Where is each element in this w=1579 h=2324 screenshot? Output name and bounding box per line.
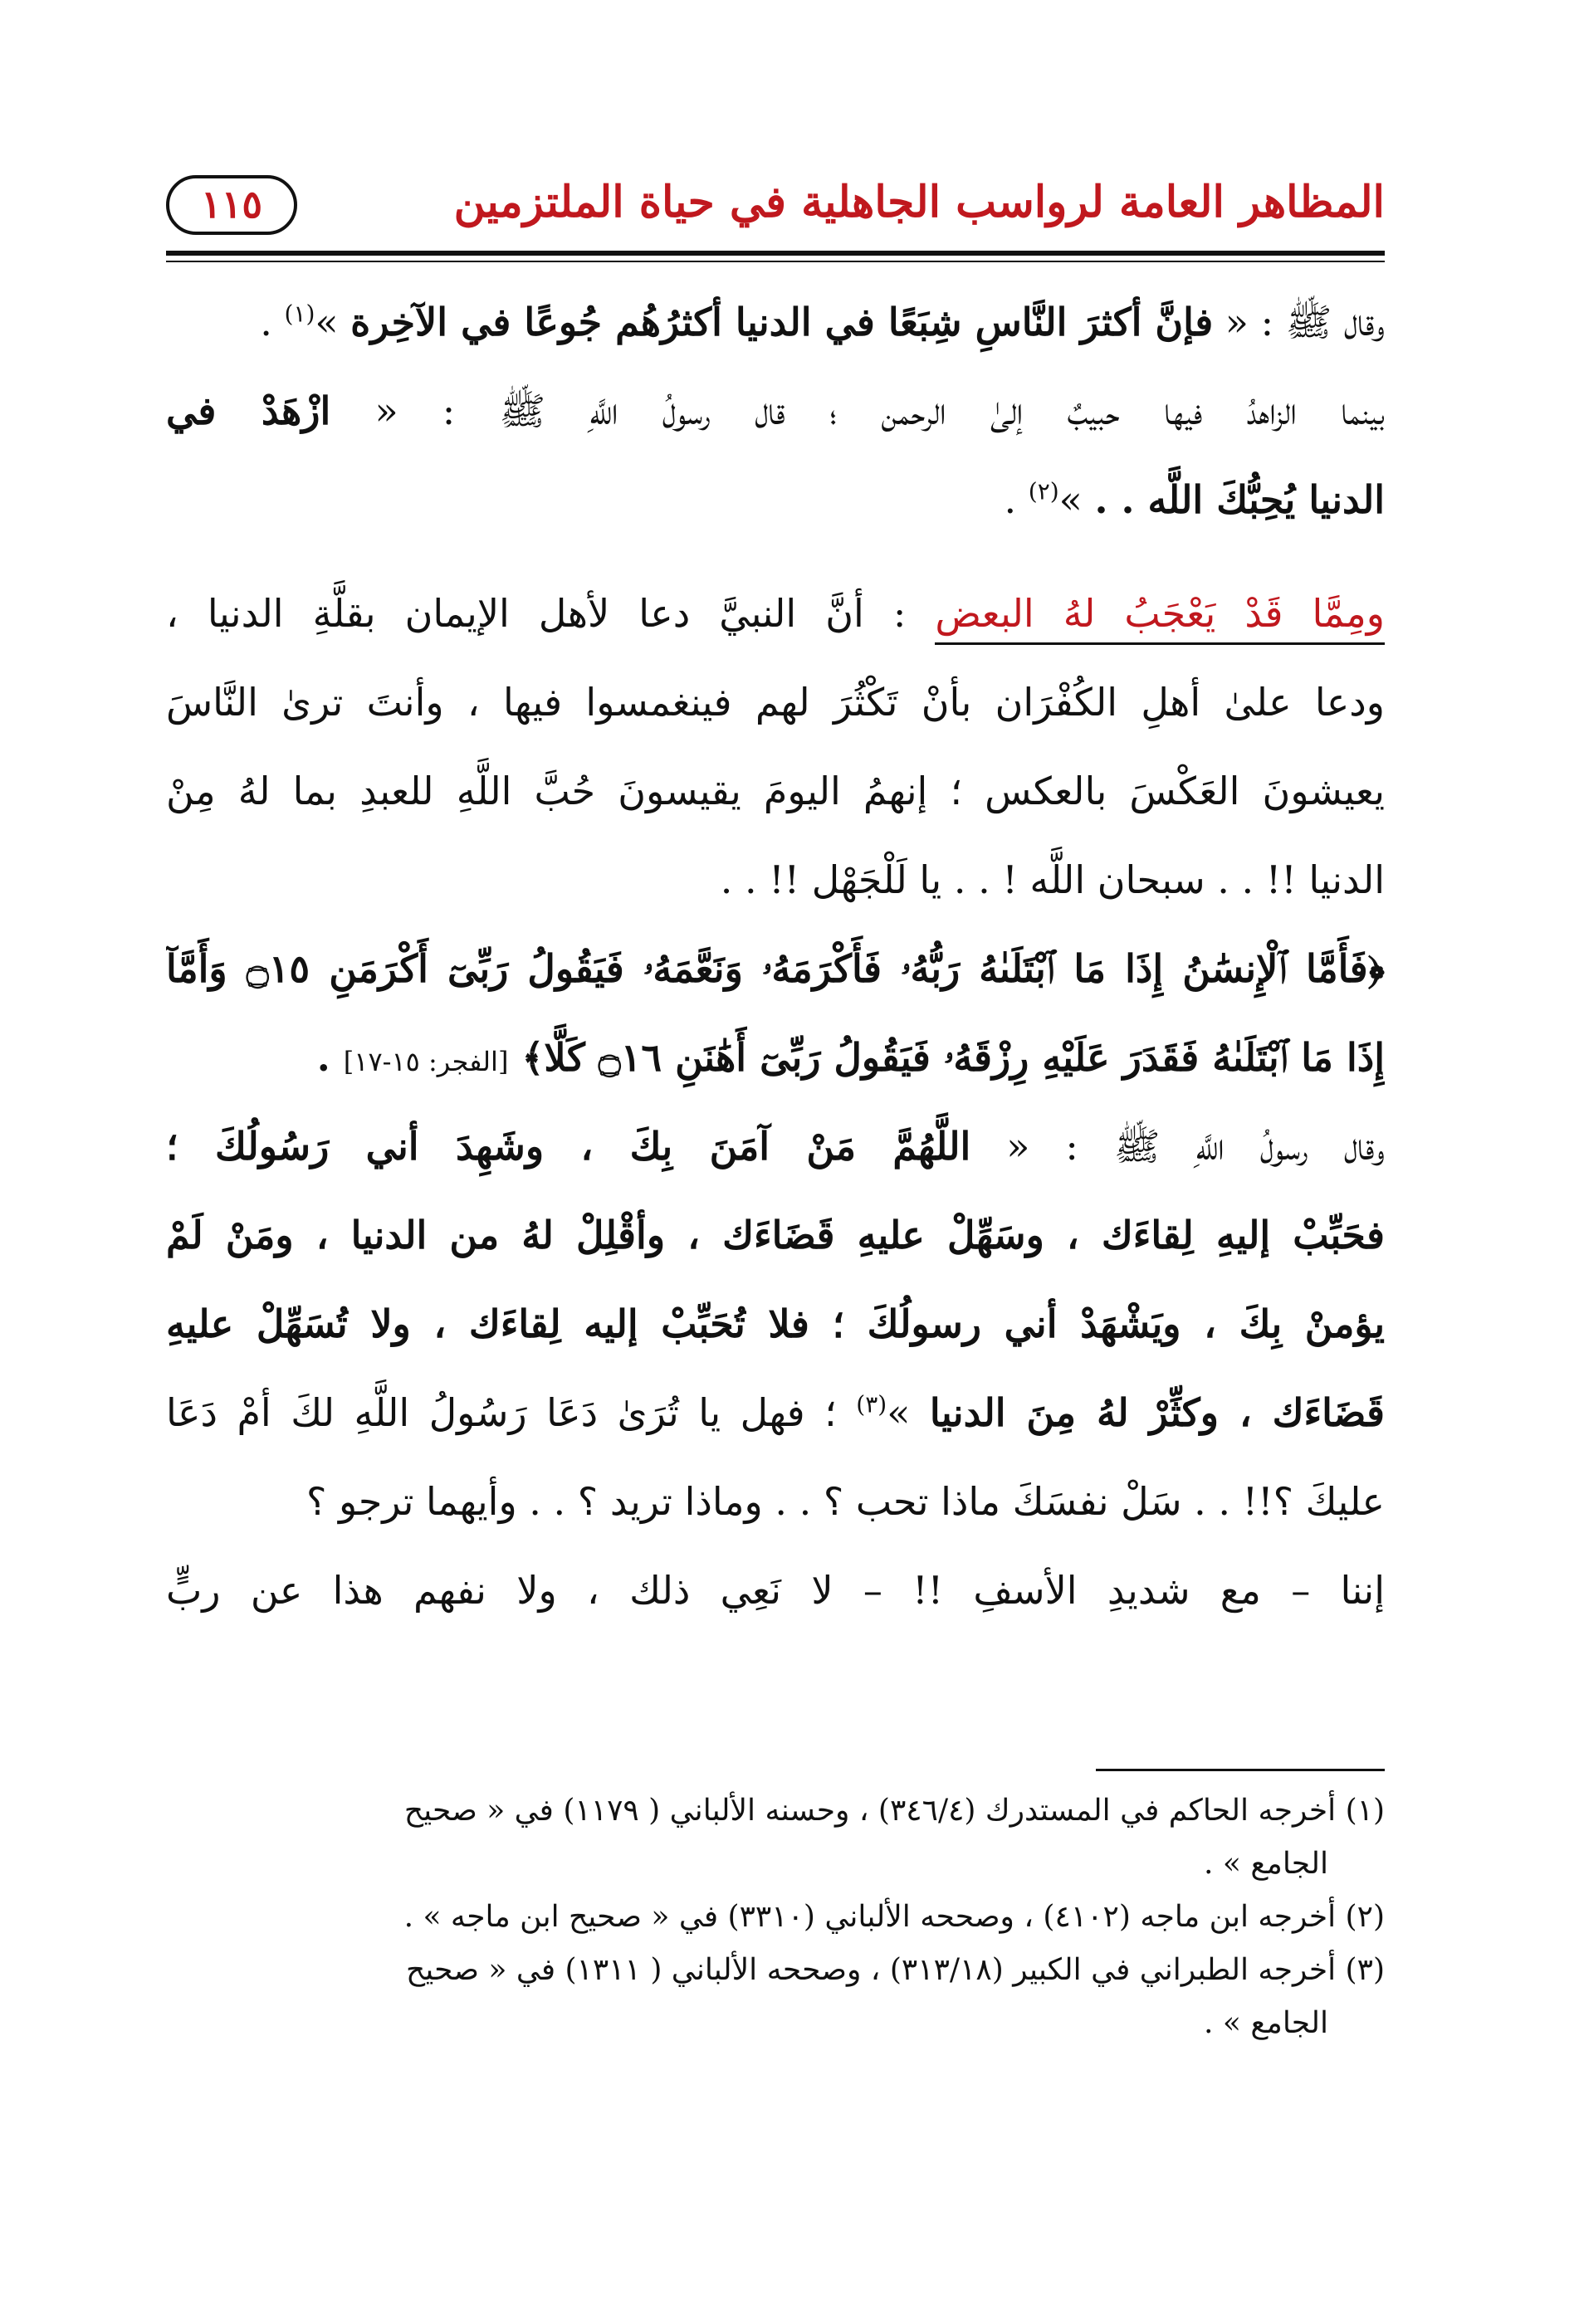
paragraph-gap bbox=[166, 544, 1385, 569]
quran-text: إِذَا مَا ٱبْتَلَىٰهُ فَقَدَرَ عَلَيْهِ رِزْقَهُۥ فَيَقُولُ رَبِّىٓ أَهَٰنَنِ ۝١٦ كَلَّا﴾ bbox=[521, 1035, 1385, 1080]
footnote-marker: (٣) bbox=[856, 1390, 887, 1418]
text-run: بينما الزاهدُ فيها حبيبٌ إلىٰ الرحمن ؛ قال رسولُ اللَّهِ ﷺ : « bbox=[330, 388, 1385, 433]
footnote-3-line-1: (٣) أخرجه الطبراني في الكبير (٣١٣/١٨) ، وصححه الألباني ( ١٣١١) في « صحيح bbox=[406, 1953, 1385, 1987]
text-run: » bbox=[1058, 477, 1095, 522]
paragraph-hadith-1 bbox=[166, 278, 1385, 367]
footnote-separator bbox=[1096, 1769, 1385, 1771]
paragraph-3-line-3: يعيشونَ العَكْسَ بالعكس ؛ إنهمُ اليومَ يقيسونَ حُبَّ اللَّهِ للعبدِ بما لهُ مِنْ bbox=[166, 769, 1385, 813]
header-rule-thin bbox=[166, 261, 1385, 262]
footnote-3-line-2: الجامع » . bbox=[1204, 2006, 1328, 2040]
paragraph-4-line-4 bbox=[166, 1369, 1385, 1457]
footnote-2: (٢) أخرجه ابن ماجه (٤١٠٢) ، وصححه الألباني (٣٣١٠) في « صحيح ابن ماجه » . bbox=[403, 1900, 1385, 1934]
paragraph-4-line-5: عليكَ ؟!! . . سَلْ نفسَكَ ماذا تحب ؟ . . وماذا تريد ؟ . . وأيهما ترجو ؟ bbox=[306, 1479, 1385, 1524]
page-header bbox=[166, 170, 1385, 245]
quran-verse-line-2 bbox=[166, 1013, 1385, 1102]
main-text bbox=[166, 278, 1385, 1635]
header-rule-thick bbox=[166, 251, 1385, 256]
page-number: ١١٥ bbox=[166, 175, 297, 235]
text-run: ؛ فهل يا تُرَىٰ دَعَا رَسُولُ اللَّهِ لكَ أمْ دَعَا bbox=[166, 1390, 857, 1435]
footnote-marker: (٢) bbox=[1028, 477, 1059, 505]
text-run: . bbox=[316, 1035, 344, 1080]
footnote-1-line-1: (١) أخرجه الحاكم في المستدرك (٣٤٦/٤) ، وحسنه الألباني ( ١١٧٩) في « صحيح bbox=[403, 1794, 1385, 1828]
paragraph-2-line-2 bbox=[166, 456, 1385, 544]
paragraph-4-line-6: إننا – مع شديدِ الأسفِ !! – لا نَعِي ذلك ، ولا نفهم هذا عن ربٍّ bbox=[166, 1568, 1385, 1613]
paragraph-3-line-1 bbox=[166, 569, 1385, 658]
text-run: وقال ﷺ : « bbox=[1213, 300, 1385, 344]
verse-reference: [الفجر: ١٥-١٧] bbox=[343, 1046, 509, 1077]
text-run: : أنَّ النبيَّ دعا لأهل الإيمان بقلَّةِ الدنيا ، bbox=[166, 591, 936, 636]
footnote-1-line-2: الجامع » . bbox=[1204, 1847, 1328, 1881]
footnote-marker: (١) bbox=[284, 300, 315, 328]
running-title: المظاهر العامة لرواسب الجاهلية في حياة الملتزمين bbox=[453, 177, 1385, 227]
quran-verse-line-1: ﴿فَأَمَّا ٱلْإِنسَٰنُ إِذَا مَا ٱبْتَلَىٰهُ رَبُّهُۥ فَأَكْرَمَهُۥ وَنَعَّمَهُۥ فَيَقُولُ رَبِّىٓ أَكْرَمَنِ ۝١٥ وَأَمَّآ bbox=[166, 946, 1385, 991]
paragraph-3-line-4: الدنيا !! . . سبحان اللَّه ! . . يا لَلْجَهْل !! . . bbox=[720, 857, 1385, 902]
paragraph-4-line-1 bbox=[166, 1102, 1385, 1191]
hadith-text: اللَّهُمَّ مَنْ آمَنَ بِكَ ، وشَهِدَ أني رَسُولُكَ ؛ bbox=[166, 1124, 971, 1169]
paragraph-2-line-1 bbox=[166, 367, 1385, 456]
hadith-text: فإنَّ أكثرَ النَّاسِ شِبَعًا في الدنيا أكثرُهُم جُوعًا في الآخِرة bbox=[350, 300, 1214, 344]
text-run: وقال رسولُ اللَّهِ ﷺ : « bbox=[970, 1124, 1385, 1169]
hadith-text: ازْهَدْ في bbox=[166, 388, 331, 433]
paragraph-4-line-2: فحَبِّبْ إليهِ لِقاءَك ، وسَهِّلْ عليهِ قَضَاءَك ، وأقْلِلْ لهُ من الدنيا ، ومَنْ لَمْ bbox=[166, 1213, 1385, 1257]
text-run: » bbox=[315, 300, 351, 344]
hadith-text: قَضَاءَك ، وكثِّرْ لهُ مِنَ الدنيا bbox=[929, 1390, 1385, 1435]
paragraph-4-line-3: يؤمنْ بِكَ ، ويَشْهَدْ أني رسولُكَ ؛ فلا تُحَبِّبْ إليه لِقاءَك ، ولا تُسَهِّلْ عليهِ bbox=[166, 1301, 1385, 1346]
text-run: . bbox=[1004, 477, 1029, 522]
text-run: . bbox=[260, 300, 285, 344]
paragraph-3-line-2: ودعا علىٰ أهلِ الكُفْرَان بأنْ تَكْثُرَ لهم فينغمسوا فيها ، وأنتَ ترىٰ النَّاسَ bbox=[166, 680, 1385, 725]
footnotes bbox=[166, 1784, 1385, 2050]
heading-phrase: ومِمَّا قَدْ يَعْجَبُ لهُ البعض bbox=[935, 591, 1385, 645]
hadith-text: الدنيا يُحِبُّكَ اللَّه . . bbox=[1094, 477, 1385, 522]
text-run: » bbox=[887, 1390, 930, 1435]
